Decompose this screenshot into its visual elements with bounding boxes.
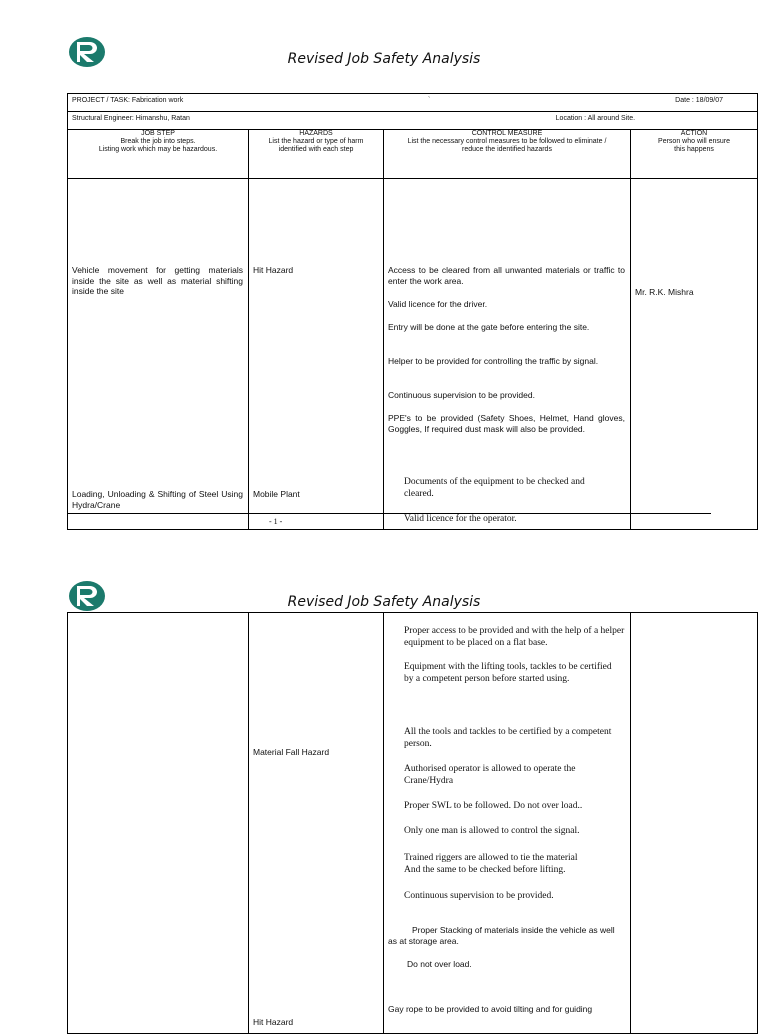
structural-engineer: Structural Engineer: Himanshu, Ratan <box>72 115 190 122</box>
control-item: Only one man is allowed to control the signal. <box>404 826 580 836</box>
control-item: Proper access to be provided and with the help of a helper equipment to be placed on a flat base. <box>404 626 625 648</box>
hazard-mobile-plant: Mobile Plant <box>253 489 300 499</box>
col-header-job-step: JOB STEP Break the job into steps. Listing work which may be hazardous. <box>68 130 249 179</box>
control-item: Authorised operator is allowed to operate the Crane/Hydra <box>404 764 576 786</box>
jsa-table-page1 <box>67 93 758 530</box>
control-item: Proper SWL to be followed. Do not over load.. <box>404 801 583 811</box>
column-header-row <box>68 130 758 179</box>
control-item: Equipment with the lifting tools, tackles to be certified by a competent person before started using. <box>404 662 612 684</box>
page-title: Revised Job Safety Analysis <box>287 594 481 610</box>
control-item: Valid licence for the driver. <box>388 299 488 309</box>
jsa-table-page2 <box>67 612 758 1034</box>
control-item: PPE's to be provided (Safety Shoes, Helmet, Hand gloves, Goggles, If required dust mask will also be provided. <box>388 413 625 434</box>
table-row <box>68 613 758 1034</box>
control-item: Helper to be provided for controlling the traffic by signal. <box>388 356 599 366</box>
control-item: Gay rope to be provided to avoid tilting and for guiding <box>388 1004 593 1014</box>
stray-mark: ` <box>428 97 431 104</box>
control-item: Entry will be done at the gate before entering the site. <box>388 322 590 332</box>
control-item: All the tools and tackles to be certified by a competent person. <box>404 727 612 749</box>
job-step-loading: Loading, Unloading & Shifting of Steel Using Hydra/Crane <box>72 489 243 510</box>
control-item: Proper Stacking of materials inside the vehicle as well as at storage area. <box>388 925 615 946</box>
page-title: Revised Job Safety Analysis <box>287 51 481 67</box>
control-item: And the same to be checked before lifting. <box>404 865 566 875</box>
hazard-hit: Hit Hazard <box>253 1017 294 1027</box>
control-item: Access to be cleared from all unwanted materials or traffic to enter the work area. <box>388 265 625 286</box>
control-item: Valid licence for the operator. <box>404 514 517 524</box>
table-row <box>68 179 758 530</box>
control-item: Documents of the equipment to be checked and cleared. <box>404 477 585 499</box>
job-step-vehicle: Vehicle movement for getting materials inside the site as well as material shifting inside the site <box>72 265 243 296</box>
control-item: Continuous supervision to be provided. <box>388 390 535 400</box>
control-item: Continuous supervision to be provided. <box>404 891 554 901</box>
hazard-hit: Hit Hazard <box>253 265 294 275</box>
col-header-hazards: HAZARDS List the hazard or type of harm identified with each step <box>249 130 384 179</box>
project-row <box>68 94 758 112</box>
col-header-control-measure: CONTROL MEASURE List the necessary control measures to be followed to eliminate / reduce the identified hazards <box>384 130 631 179</box>
hazard-material-fall: Material Fall Hazard <box>253 747 330 757</box>
page-number: - 1 - <box>269 517 283 526</box>
footer-divider <box>67 513 711 514</box>
action-person: Mr. R.K. Mishra <box>635 287 694 297</box>
engineer-row <box>68 112 758 130</box>
control-item: Do not over load. <box>407 959 472 969</box>
col-header-action: ACTION Person who will ensure this happens <box>631 130 758 179</box>
location: Location : All around Site. <box>555 115 636 122</box>
date: Date : 18/09/07 <box>675 97 724 104</box>
control-item: Trained riggers are allowed to tie the material <box>404 853 578 863</box>
project-task: PROJECT / TASK: Fabrication work <box>72 97 184 104</box>
